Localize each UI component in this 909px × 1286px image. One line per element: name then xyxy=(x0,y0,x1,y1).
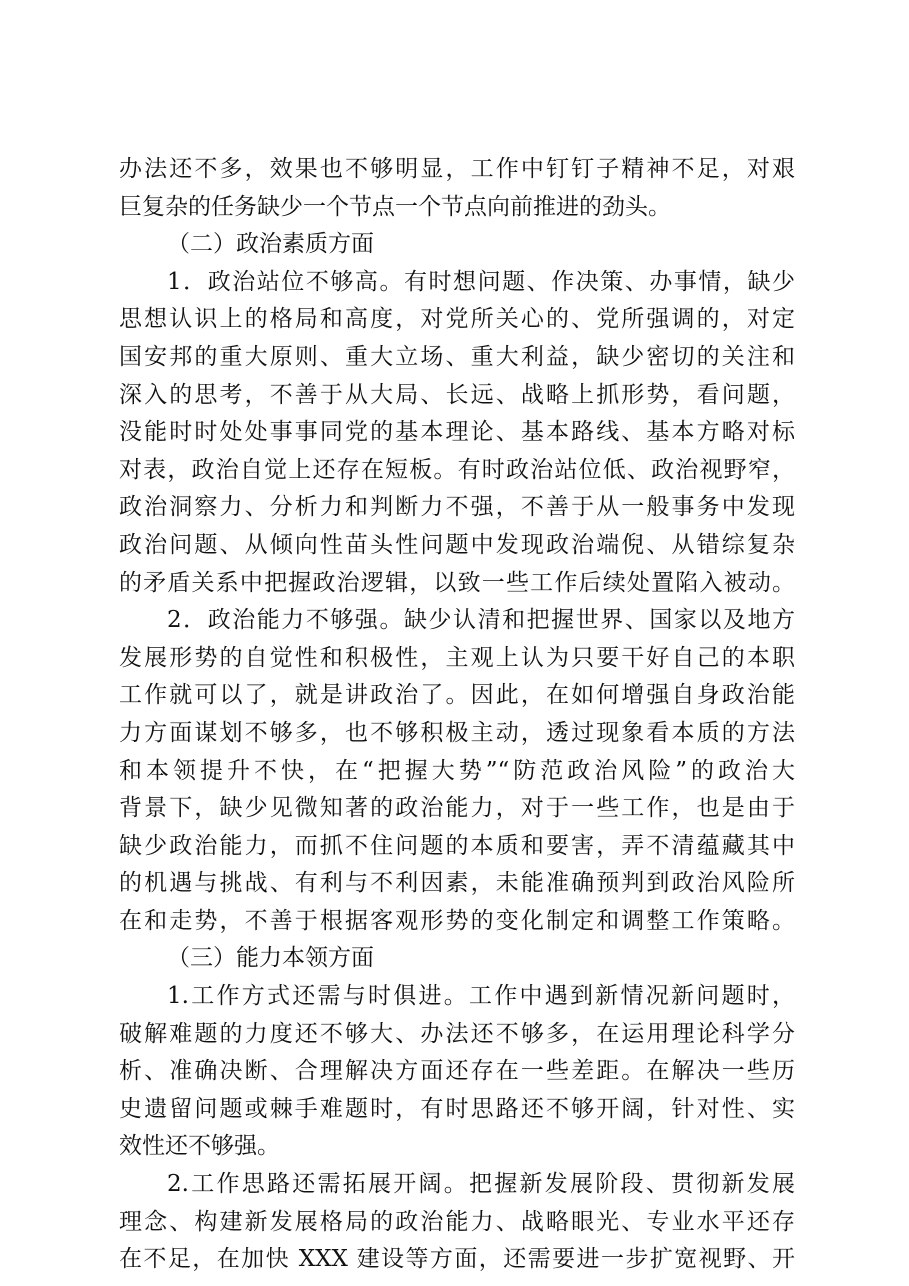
text-line: 深入的思考，不善于从大局、长远、战略上抓形势，看问题， xyxy=(119,381,795,408)
document-body xyxy=(119,151,795,1279)
text-line: 缺少政治能力，而抓不住问题的本质和要害，弄不清蕴藏其中 xyxy=(119,832,795,859)
text-line: 效性还不够强。 xyxy=(119,1133,280,1160)
paragraph-first-line: 1．政治站位不够高。有时想问题、作决策、办事情，缺少 xyxy=(167,268,795,295)
paragraph-first-line: 2．政治能力不够强。缺少认清和把握世界、国家以及地方 xyxy=(167,607,795,634)
text-line: 的机遇与挑战、有利与不利因素，未能准确预判到政治风险所 xyxy=(119,870,795,897)
text-line: 发展形势的自觉性和积极性，主观上认为只要干好自己的本职 xyxy=(119,644,795,671)
text-line: 政治洞察力、分析力和判断力不强，不善于从一般事务中发现 xyxy=(119,494,795,521)
paragraph-first-line: 1.工作方式还需与时俱进。工作中遇到新情况新问题时， xyxy=(167,983,795,1010)
section-heading: （三）能力本领方面 xyxy=(167,945,374,972)
text-line: 破解难题的力度还不够大、办法还不够多，在运用理论科学分 xyxy=(119,1020,795,1047)
text-line: 对表，政治自觉上还存在短板。有时政治站位低、政治视野窄， xyxy=(119,456,795,483)
text-line: 办法还不多，效果也不够明显，工作中钉钉子精神不足，对艰 xyxy=(119,156,795,182)
text-line: 巨复杂的任务缺少一个节点一个节点向前推进的劲头。 xyxy=(119,193,671,220)
text-line: 理念、构建新发展格局的政治能力、战略眼光、专业水平还存 xyxy=(119,1208,795,1235)
text-line: 没能时时处处事事同党的基本理论、基本路线、基本方略对标 xyxy=(119,419,795,446)
text-line: 和本领提升不快，在“把握大势”“防范政治风险”的政治大 xyxy=(119,757,795,784)
text-line: 析、准确决断、合理解决方面还存在一些差距。在解决一些历 xyxy=(119,1058,795,1085)
text-line: 国安邦的重大原则、重大立场、重大利益，缺少密切的关注和 xyxy=(119,343,795,370)
text-line: 思想认识上的格局和高度，对党所关心的、党所强调的，对定 xyxy=(119,306,795,333)
text-line: 工作就可以了，就是讲政治了。因此，在如何增强自身政治能 xyxy=(119,682,795,709)
paragraph-first-line: 2.工作思路还需拓展开阔。把握新发展阶段、贯彻新发展 xyxy=(167,1171,795,1198)
text-line: 政治问题、从倾向性苗头性问题中发现政治端倪、从错综复杂 xyxy=(119,531,795,558)
text-line: 的矛盾关系中把握政治逻辑，以致一些工作后续处置陷入被动。 xyxy=(119,569,795,596)
text-line: 史遗留问题或棘手难题时，有时思路还不够开阔，针对性、实 xyxy=(119,1095,795,1122)
text-line: 力方面谋划不够多，也不够积极主动，透过现象看本质的方法 xyxy=(119,719,795,746)
text-line: 在不足，在加快 XXX 建设等方面，还需要进一步扩宽视野、开 xyxy=(119,1246,795,1273)
section-heading: （二）政治素质方面 xyxy=(167,231,374,258)
text-line: 背景下，缺少见微知著的政治能力，对于一些工作，也是由于 xyxy=(119,795,795,822)
text-line: 在和走势，不善于根据客观形势的变化制定和调整工作策略。 xyxy=(119,907,795,934)
